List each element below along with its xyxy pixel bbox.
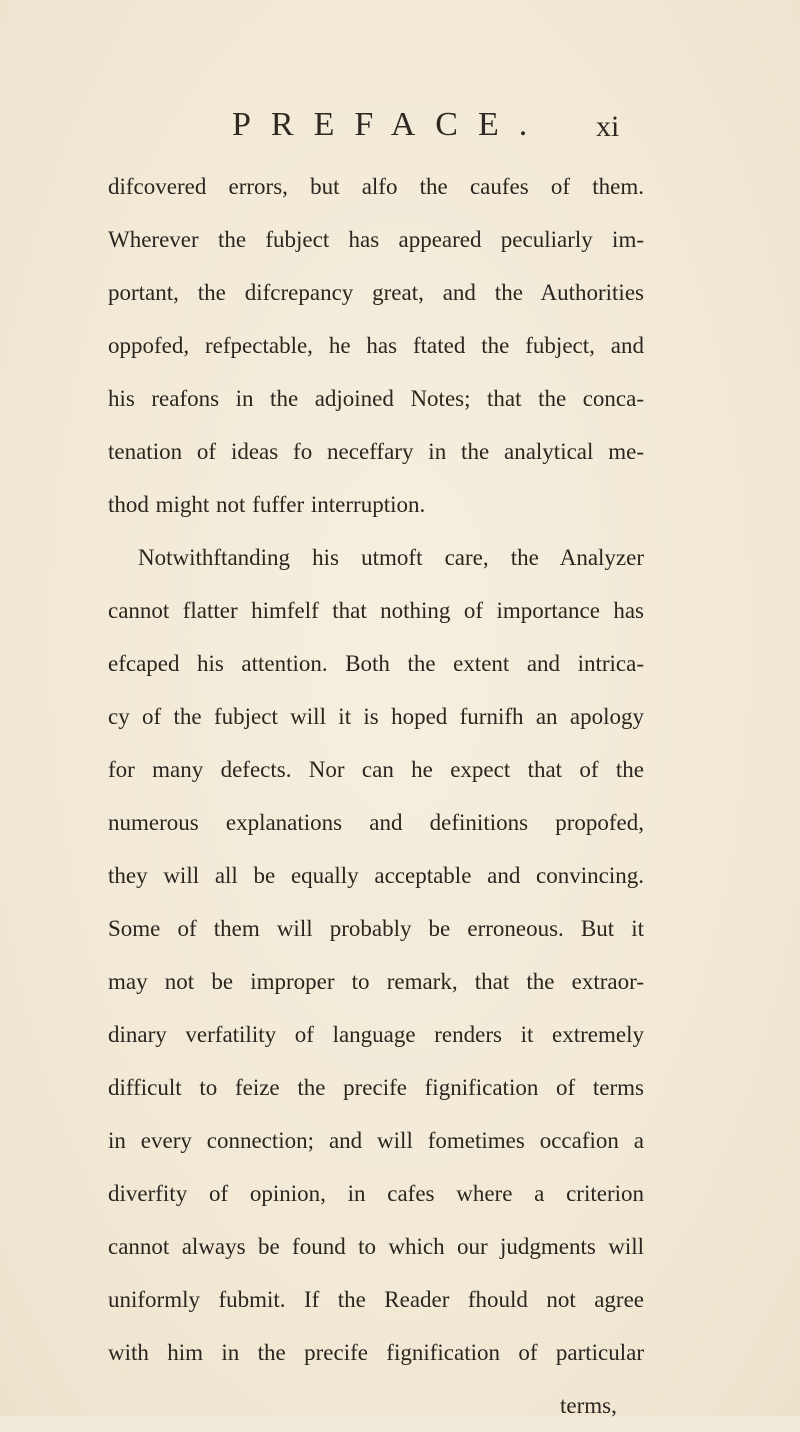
running-head-title: PREFACE. xyxy=(232,106,548,143)
text-line: efcaped his attention. Both the extent and intrica- xyxy=(108,651,644,676)
text-line: with him in the precife fignification of particular xyxy=(108,1340,644,1365)
body-text xyxy=(108,160,644,1379)
text-line: cannot flatter himfelf that nothing of importance has xyxy=(108,598,644,623)
text-line: difficult to feize the precife fignification of terms xyxy=(108,1075,644,1100)
text-line: in every connection; and will fometimes occafion a xyxy=(108,1128,644,1153)
catchword: terms, xyxy=(560,1393,617,1418)
text-line: for many defects. Nor can he expect that of the xyxy=(108,757,644,782)
text-line: tenation of ideas fo neceffary in the analytical me- xyxy=(108,439,644,464)
running-head xyxy=(0,100,800,150)
text-line: cannot always be found to which our judgments will xyxy=(108,1234,644,1259)
text-line: cy of the fubject will it is hoped furnifh an apology xyxy=(108,704,644,729)
text-line: thod might not fuffer interruption. xyxy=(108,492,426,517)
text-line: diverfity of opinion, in cafes where a criterion xyxy=(108,1181,644,1206)
text-line: his reafons in the adjoined Notes; that the conca- xyxy=(108,386,644,411)
text-line: portant, the difcrepancy great, and the Authorities xyxy=(108,280,644,305)
text-line: they will all be equally acceptable and convincing. xyxy=(108,863,644,888)
text-line: oppofed, refpectable, he has ftated the fubject, and xyxy=(108,333,644,358)
text-line: Some of them will probably be erroneous. But it xyxy=(108,916,644,941)
page-number: xi xyxy=(596,110,620,143)
text-line: difcovered errors, but alfo the caufes of them. xyxy=(108,174,644,199)
text-line: uniformly fubmit. If the Reader fhould not agree xyxy=(108,1287,644,1312)
text-line: dinary verfatility of language renders it extremely xyxy=(108,1022,644,1047)
paragraph-first-line: Notwithftanding his utmoft care, the Analyzer xyxy=(138,545,644,570)
text-line: may not be improper to remark, that the extraor- xyxy=(108,969,644,994)
text-line: Wherever the fubject has appeared peculiarly im- xyxy=(108,227,644,252)
text-line: numerous explanations and definitions propofed, xyxy=(108,810,644,835)
